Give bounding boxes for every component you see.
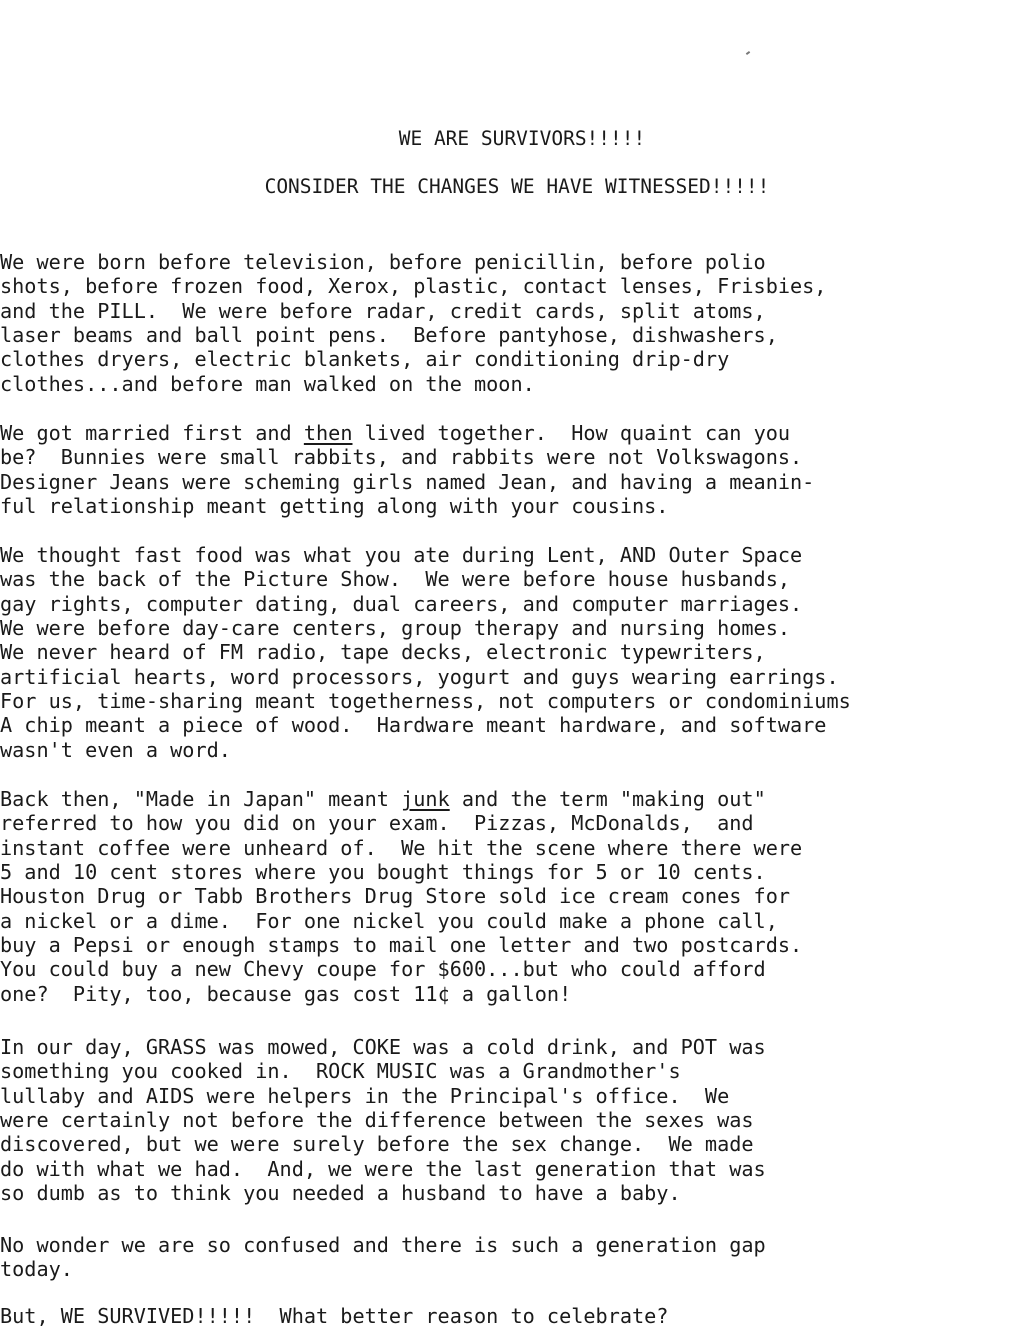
paragraph-modern-life bbox=[0, 543, 851, 762]
text-line: instant coffee were unheard of. We hit the scene where there were bbox=[0, 835, 803, 860]
text-line: something you cooked in. ROCK MUSIC was a Grandmother's bbox=[0, 1059, 681, 1084]
text-line: For us, time-sharing meant togetherness, not computers or condominiums bbox=[0, 689, 851, 714]
text-line: do with what we had. And, we were the last generation that was bbox=[0, 1156, 766, 1181]
text-line: 5 and 10 cent stores where you bought things for 5 or 10 cents. bbox=[0, 860, 766, 885]
text-line: gay rights, computer dating, dual careers, and computer marriages. bbox=[0, 591, 803, 616]
text-line: be? Bunnies were small rabbits, and rabbits were not Volkswagons. bbox=[0, 445, 803, 470]
text-line: and the PILL. We were before radar, credit cards, split atoms, bbox=[0, 298, 766, 323]
text-line: We never heard of FM radio, tape decks, electronic typewriters, bbox=[0, 640, 766, 665]
text-line: We got married first and then lived together. How quaint can you bbox=[0, 421, 791, 445]
text-line: shots, before frozen food, Xerox, plastic, contact lenses, Frisbies, bbox=[0, 274, 827, 299]
paragraph-generation-gap bbox=[0, 1233, 766, 1282]
text-line: ful relationship meant getting along with your cousins. bbox=[0, 494, 669, 519]
text-line: a nickel or a dime. For one nickel you could make a phone call, bbox=[0, 908, 778, 933]
text-line: Designer Jeans were scheming girls named Jean, and having a meanin- bbox=[0, 469, 815, 494]
text-line: Back then, "Made in Japan" meant junk and the term "making out" bbox=[0, 787, 766, 811]
paragraph-marriage bbox=[0, 421, 814, 518]
text-line: We thought fast food was what you ate during Lent, AND Outer Space bbox=[0, 543, 803, 567]
underlined-word: junk bbox=[401, 787, 450, 811]
text-line: discovered, but we were surely before the sex change. We made bbox=[0, 1132, 754, 1157]
scan-speck bbox=[746, 51, 750, 55]
document-subtitle: CONSIDER THE CHANGES WE HAVE WITNESSED!!!!! bbox=[264, 175, 770, 198]
text-line: Houston Drug or Tabb Brothers Drug Store sold ice cream cones for bbox=[0, 884, 791, 909]
text-line: buy a Pepsi or enough stamps to mail one letter and two postcards. bbox=[0, 933, 803, 958]
text-line: referred to how you did on your exam. Pizzas, McDonalds, and bbox=[0, 811, 754, 836]
paragraph-survived bbox=[0, 1304, 668, 1328]
text-line: No wonder we are so confused and there is such a generation gap bbox=[0, 1233, 766, 1257]
document-title: WE ARE SURVIVORS!!!!! bbox=[398, 127, 646, 150]
text-line: today. bbox=[0, 1257, 73, 1282]
text-line: artificial hearts, word processors, yogurt and guys wearing earrings. bbox=[0, 664, 839, 689]
text-line: one? Pity, too, because gas cost 11¢ a gallon! bbox=[0, 981, 572, 1006]
text-line: In our day, GRASS was mowed, COKE was a cold drink, and POT was bbox=[0, 1035, 766, 1059]
text-line: were certainly not before the difference between the sexes was bbox=[0, 1108, 754, 1133]
paragraph-prices bbox=[0, 787, 802, 1006]
text-line: laser beams and ball point pens. Before pantyhose, dishwashers, bbox=[0, 323, 778, 348]
text-line: lullaby and AIDS were helpers in the Principal's office. We bbox=[0, 1083, 730, 1108]
underlined-word: then bbox=[303, 421, 353, 445]
paragraph-our-day bbox=[0, 1035, 766, 1205]
paragraph-inventions bbox=[0, 250, 826, 396]
text-line: so dumb as to think you needed a husband to have a baby. bbox=[0, 1181, 681, 1206]
text-line: But, WE SURVIVED!!!!! What better reason to celebrate? bbox=[0, 1304, 669, 1328]
text-line: was the back of the Picture Show. We were before house husbands, bbox=[0, 567, 791, 592]
text-line: clothes dryers, electric blankets, air conditioning drip-dry bbox=[0, 347, 730, 372]
text-line: You could buy a new Chevy coupe for $600...but who could afford bbox=[0, 957, 766, 982]
text-line: A chip meant a piece of wood. Hardware meant hardware, and software bbox=[0, 713, 827, 738]
text-line: wasn't even a word. bbox=[0, 737, 231, 762]
text-line: We were before day-care centers, group therapy and nursing homes. bbox=[0, 616, 791, 641]
text-line: We were born before television, before penicillin, before polio bbox=[0, 250, 766, 274]
text-line: clothes...and before man walked on the moon. bbox=[0, 371, 535, 396]
